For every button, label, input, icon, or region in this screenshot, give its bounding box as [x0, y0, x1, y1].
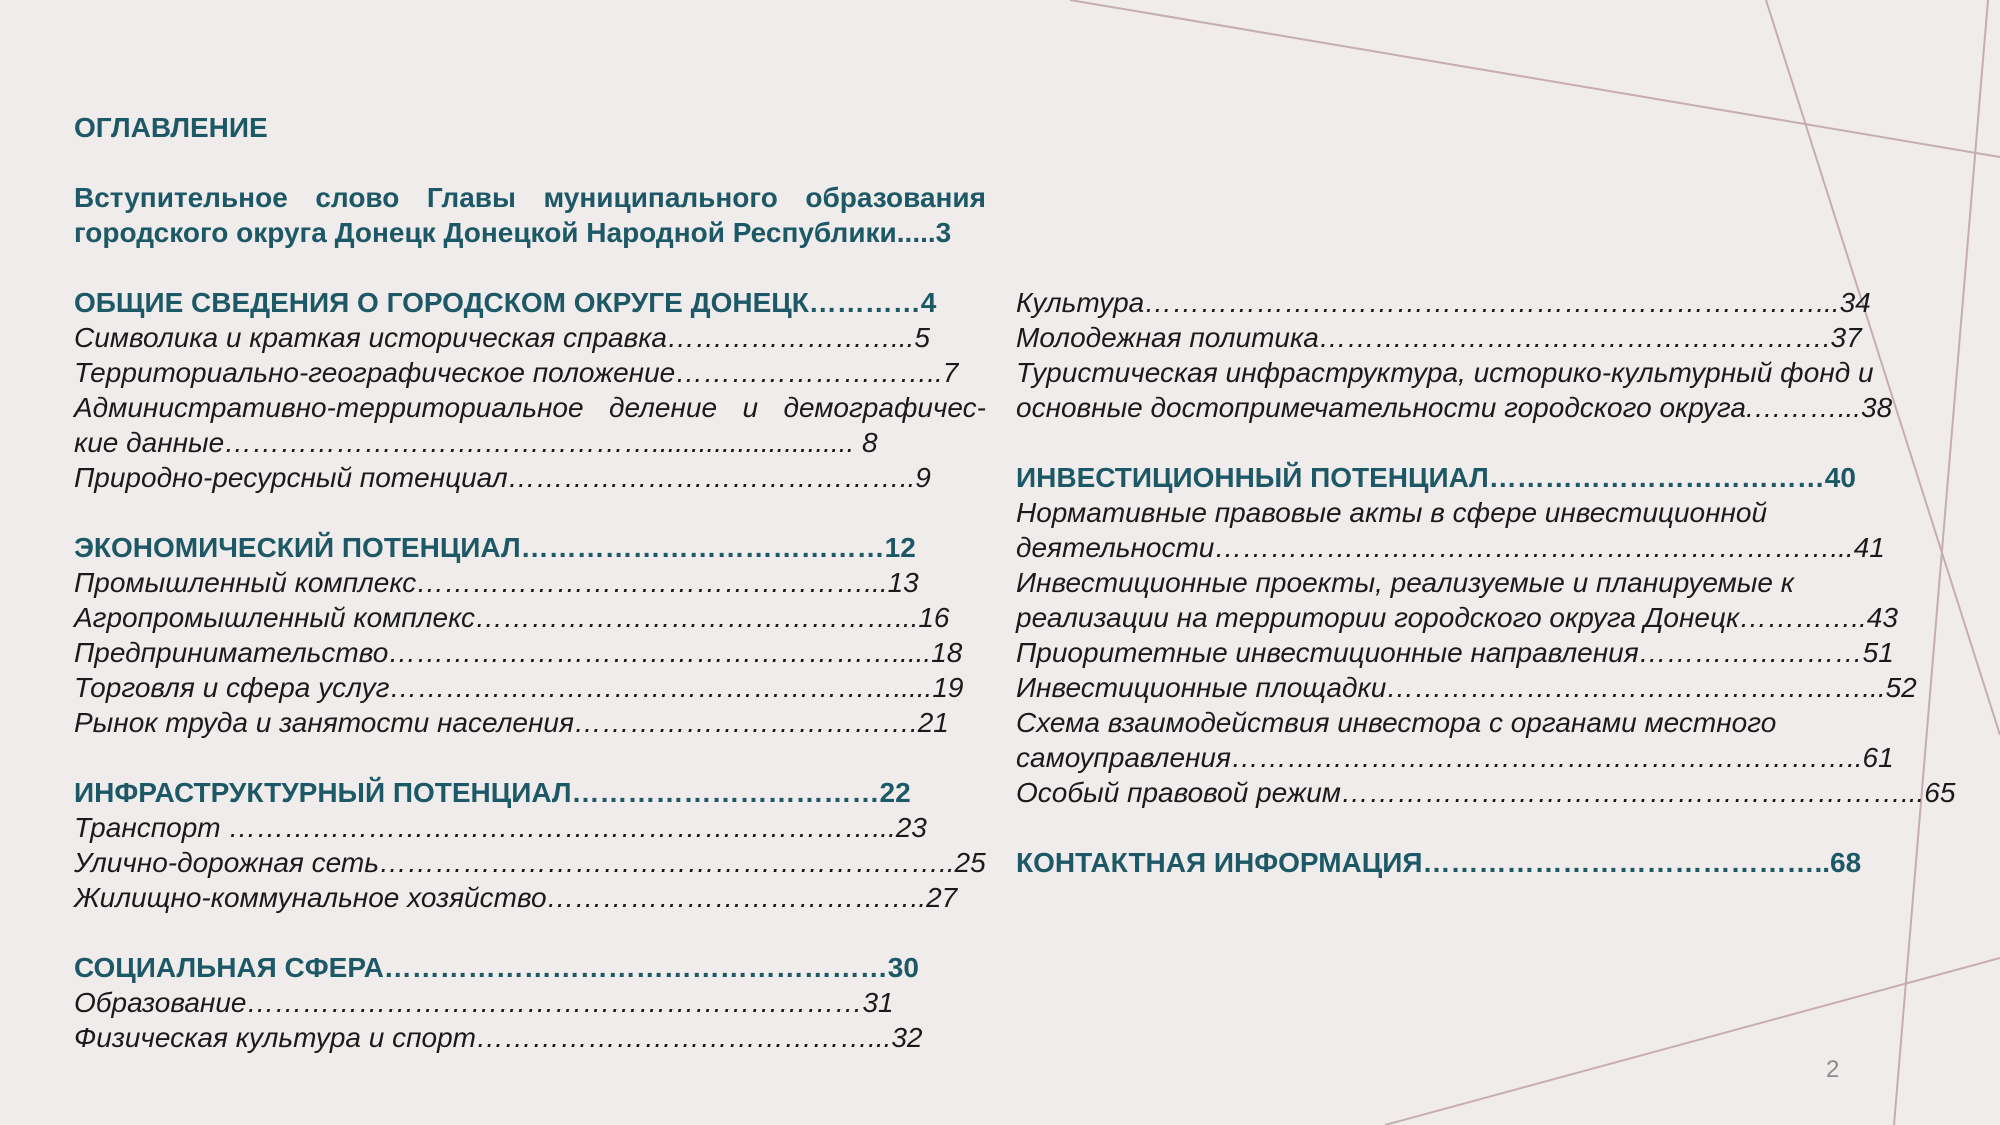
toc-entry: Нормативные правовые акты в сфере инвестиционной — [1016, 497, 1768, 528]
toc-entry: Агропромышленный комплекс………………………………………...16 — [74, 602, 950, 633]
toc-entry: Жилищно-коммунальное хозяйство…………………………………..27 — [74, 882, 958, 913]
toc-word: демографичес- — [783, 392, 986, 423]
toc-entry: Образование…………………………………………………………31 — [74, 987, 894, 1018]
toc-section-heading: ОБЩИЕ СВЕДЕНИЯ О ГОРОДСКОМ ОКРУГЕ ДОНЕЦК…………4 — [74, 287, 937, 318]
toc-entry: Промышленный комплекс…………………………………………...13 — [74, 567, 919, 598]
toc-section-heading: ИНВЕСТИЦИОННЫЙ ПОТЕНЦИАЛ………………………………40 — [1016, 462, 1856, 493]
toc-entry-justified — [74, 390, 986, 425]
intro-line-2: городского округа Донецк Донецкой Народной Республики.....3 — [74, 217, 952, 248]
deco-line — [1070, 0, 2000, 157]
intro-word: Вступительное — [74, 182, 288, 213]
toc-entry: Предпринимательство……………………………………………….....18 — [74, 637, 963, 668]
toc-entry: Культура………………………………………………………………...34 — [1016, 287, 1871, 318]
toc-title: ОГЛАВЛЕНИЕ — [74, 112, 268, 143]
page-number: 2 — [1826, 1056, 1840, 1083]
toc-entry: Улично-дорожная сеть……………………………………………………..25 — [74, 847, 986, 878]
intro-word: Главы — [426, 182, 516, 213]
deco-line — [1894, 0, 1988, 1125]
toc-entry: Природно-ресурсный потенциал……………………………………..9 — [74, 462, 931, 493]
toc-word: и — [742, 392, 759, 423]
toc-entry: Транспорт ……………………………………………………………...23 — [74, 812, 927, 843]
intro-word: слово — [315, 182, 400, 213]
toc-entry: Инвестиционные площадки……………………………………………...52 — [1016, 672, 1917, 703]
toc-entry: Приоритетные инвестиционные направления……………………51 — [1016, 637, 1894, 668]
toc-word: деление — [608, 392, 718, 423]
toc-entry: Особый правовой режим……………………………………………………...65 — [1016, 777, 1956, 808]
toc-section-heading: КОНТАКТНАЯ ИНФОРМАЦИЯ……………………………………..68 — [1016, 847, 1862, 878]
toc-entry: Территориально-географическое положение………………………..7 — [74, 357, 959, 388]
intro-word: муниципального — [543, 182, 778, 213]
toc-entry: Инвестиционные проекты, реализуемые и планируемые к — [1016, 567, 1794, 598]
toc-entry: кие данные……………………….……………….......................... 8 — [74, 427, 878, 458]
toc-entry: Рынок труда и занятости населения……………………………….21 — [74, 707, 949, 738]
toc-entry: деятельности…………………………………………………………...41 — [1016, 532, 1885, 563]
toc-section-heading: СОЦИАЛЬНАЯ СФЕРА………………………………………………30 — [74, 952, 919, 983]
toc-entry: Физическая культура и спорт……………………………………...32 — [74, 1022, 923, 1053]
intro-word: образования — [805, 182, 986, 213]
toc-section-heading: ЭКОНОМИЧЕСКИЙ ПОТЕНЦИАЛ…………………………………12 — [74, 532, 916, 563]
deco-line — [1385, 958, 2000, 1125]
toc-section-heading: ИНФРАСТРУКТУРНЫЙ ПОТЕНЦИАЛ……………………………22 — [74, 777, 911, 808]
toc-entry: Торговля и сфера услуг……………………………………………….....19 — [74, 672, 964, 703]
toc-entry: Символика и краткая историческая справка……………………...5 — [74, 322, 930, 353]
toc-entry: самоуправления…………………………………………………………..61 — [1016, 742, 1894, 773]
toc-word: Административно-территориальное — [74, 392, 584, 423]
toc-entry: Схема взаимодействия инвестора с органами местного — [1016, 707, 1777, 738]
toc-entry: реализации на территории городского округа Донецк…………..43 — [1016, 602, 1898, 633]
toc-entry: основные достопримечательности городского округа.………...38 — [1016, 392, 1893, 423]
toc-entry: Молодежная политика……………………………………………….37 — [1016, 322, 1862, 353]
toc-entry: Туристическая инфраструктура, историко-культурный фонд и — [1016, 357, 1874, 388]
intro-line-1 — [74, 180, 986, 215]
